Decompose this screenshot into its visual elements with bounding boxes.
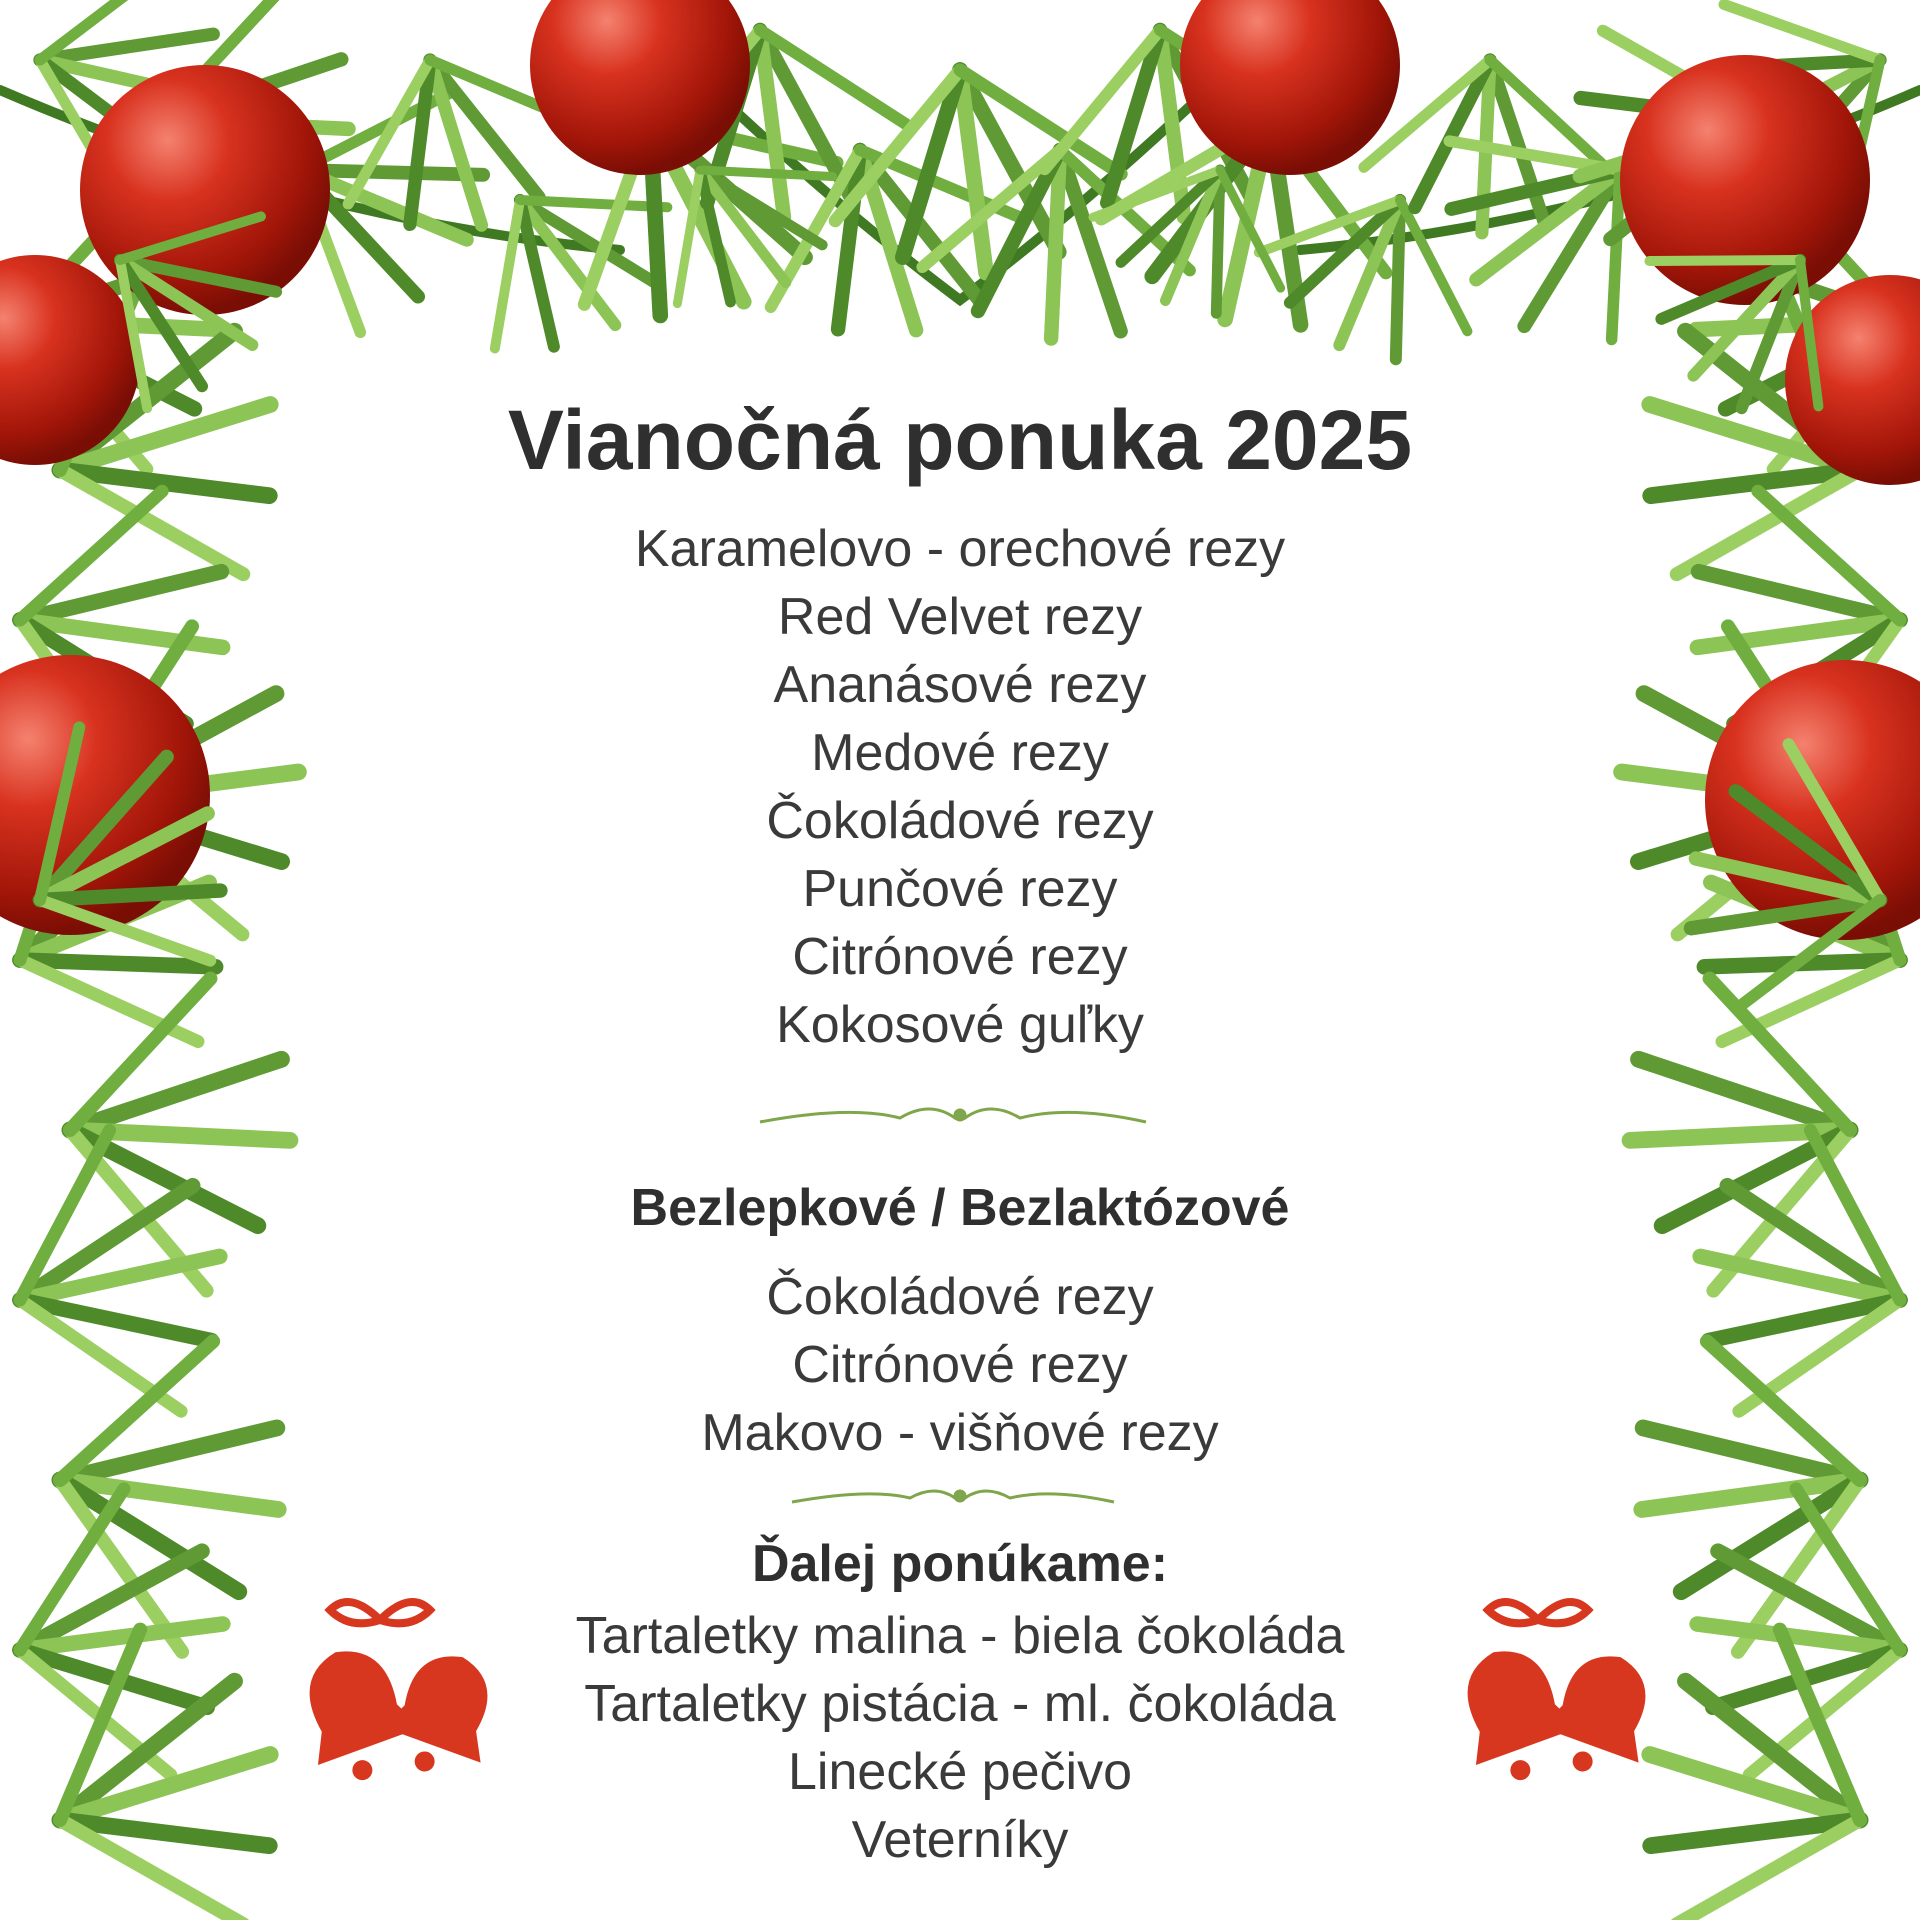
list-item: Medové rezy — [811, 724, 1109, 782]
list-item: Ananásové rezy — [773, 656, 1147, 714]
more-offers-list — [0, 1602, 1920, 1874]
glutenfree-heading: Bezlepkové / Bezlaktózové — [630, 1179, 1290, 1237]
list-item: Linecké pečivo — [788, 1743, 1132, 1801]
list-item: Tartaletky pistácia - ml. čokoláda — [584, 1675, 1336, 1733]
list-item: Red Velvet rezy — [777, 588, 1143, 646]
list-item: Karamelovo - orechové rezy — [634, 520, 1286, 578]
glutenfree-list — [0, 1263, 1920, 1467]
main-offer-list — [0, 515, 1920, 1059]
list-item: Citrónové rezy — [792, 1336, 1128, 1394]
more-offers-heading: Ďalej ponúkame: — [751, 1535, 1169, 1593]
list-item: Tartaletky malina - biela čokoláda — [575, 1607, 1345, 1665]
list-item: Kokosové guľky — [776, 996, 1144, 1054]
ornamental-divider-icon — [792, 1491, 1114, 1502]
list-item: Čokoládové rezy — [766, 792, 1154, 850]
page-title: Vianočná ponuka 2025 — [507, 393, 1413, 487]
list-item: Citrónové rezy — [792, 928, 1128, 986]
list-item: Makovo - višňové rezy — [701, 1404, 1219, 1462]
list-item: Čokoládové rezy — [766, 1268, 1154, 1326]
list-item: Veterníky — [851, 1811, 1069, 1869]
list-item: Punčové rezy — [802, 860, 1118, 918]
ornamental-divider-icon — [760, 1109, 1146, 1122]
